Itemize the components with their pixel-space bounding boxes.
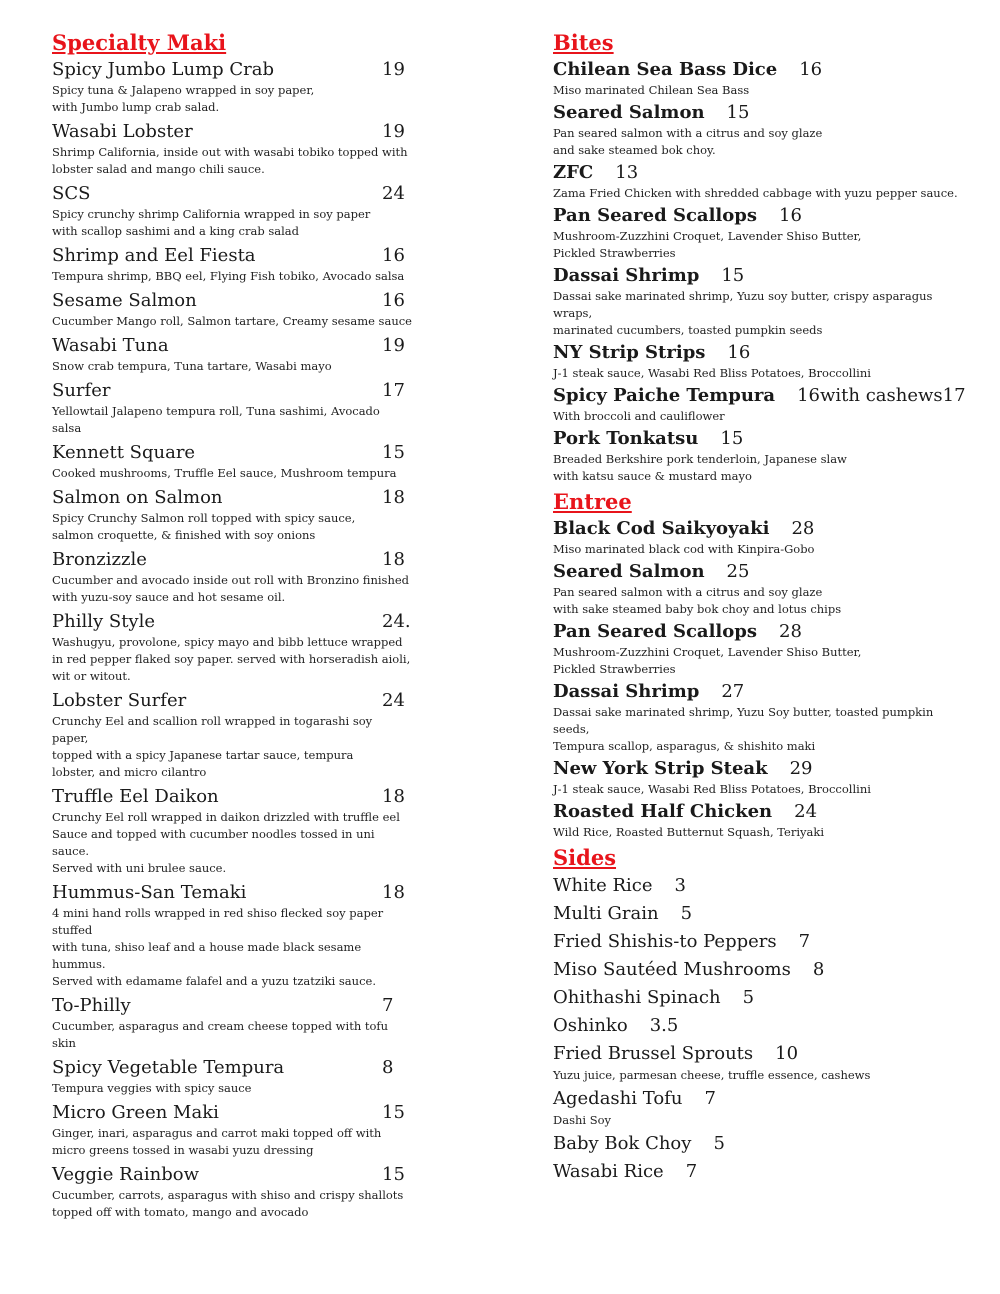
right-column — [553, 28, 973, 1187]
menu-item-price: 8 — [812, 959, 825, 980]
menu-item-name: Fried Brussel Sprouts — [553, 1043, 754, 1064]
menu-item-price: 18 — [382, 786, 405, 807]
menu-item-header — [553, 929, 973, 955]
menu-item-description: Dassai sake marinated shrimp, Yuzu soy butter, crispy asparagus wraps, marinated cucumbers, toasted pumpkin seeds — [553, 289, 933, 337]
menu-item-header — [553, 1131, 973, 1157]
menu-item-description: Yuzu juice, parmesan cheese, truffle essence, cashews — [553, 1068, 871, 1082]
menu-item-price: 13 — [615, 162, 639, 183]
menu-item-name: Pan Seared Scallops — [553, 205, 757, 226]
menu-item-description: Crunchy Eel roll wrapped in daikon drizzled with truffle eel Sauce and topped with cucumber noodles tossed in uni sauce. Served with uni brulee sauce. — [52, 810, 400, 875]
menu-item-description: With broccoli and cauliflower — [553, 409, 725, 423]
menu-item-name: Black Cod Saikyoyaki — [553, 518, 770, 539]
menu-item — [52, 334, 412, 375]
menu-item — [553, 161, 973, 202]
menu-item-header — [52, 1101, 412, 1125]
menu-item-price: 28 — [791, 518, 815, 539]
menu-item-description: Spicy crunchy shrimp California wrapped in soy paper with scallop sashimi and a king crab salad — [52, 207, 371, 238]
menu-item — [553, 384, 973, 425]
menu-item-name: Seared Salmon — [553, 561, 705, 582]
menu-item-price: 3.5 — [649, 1015, 679, 1036]
menu-item — [553, 1086, 973, 1129]
menu-item-name: Wasabi Rice — [553, 1161, 664, 1182]
menu-item-description: Pan seared salmon with a citrus and soy glaze and sake steamed bok choy. — [553, 126, 823, 157]
menu-item-name: To-Philly — [52, 995, 131, 1016]
menu-item — [553, 1159, 973, 1185]
menu-item-header — [553, 1159, 973, 1185]
menu-item-header — [52, 441, 412, 465]
menu-item-name: Dassai Shrimp — [553, 681, 700, 702]
menu-item-description: Cucumber and avocado inside out roll with Bronzino finished with yuzu-soy sauce and hot sesame oil. — [52, 573, 410, 604]
menu-item-description: Pan seared salmon with a citrus and soy glaze with sake steamed baby bok choy and lotus chips — [553, 585, 842, 616]
menu-item-price: 7 — [685, 1161, 698, 1182]
menu-item-name: Pork Tonkatsu — [553, 428, 699, 449]
menu-item-header — [553, 384, 973, 408]
menu-item — [553, 204, 973, 262]
menu-item-description: Ginger, inari, asparagus and carrot maki topped off with micro greens tossed in wasabi yuzu dressing — [52, 1126, 382, 1157]
menu-item-price: 29 — [789, 758, 813, 779]
menu-item-header — [52, 334, 412, 358]
menu-item — [553, 427, 973, 485]
menu-item — [52, 289, 412, 330]
menu-item-price: 5 — [742, 987, 755, 1008]
menu-item-header — [553, 1041, 973, 1067]
menu-item-description: J-1 steak sauce, Wasabi Red Bliss Potatoes, Broccollini — [553, 782, 871, 796]
menu-item-price: 16 — [779, 205, 802, 226]
menu-item-header — [52, 1163, 412, 1187]
menu-item-header — [553, 1086, 973, 1112]
menu-item-header — [52, 182, 412, 206]
menu-item-price: 18 — [382, 882, 405, 903]
menu-item-name: Agedashi Tofu — [553, 1088, 683, 1109]
section-title-specialty-maki: Specialty Maki — [52, 30, 227, 55]
menu-item-description: Breaded Berkshire pork tenderloin, Japanese slaw with katsu sauce & mustard mayo — [553, 452, 847, 483]
menu-item — [553, 757, 973, 798]
menu-item-header — [52, 379, 412, 403]
menu-item-description: Wild Rice, Roasted Butternut Squash, Teriyaki — [553, 825, 825, 839]
menu-item-name: Kennett Square — [52, 442, 196, 463]
specialty-maki-list — [52, 58, 412, 1221]
menu-item-price: 3 — [674, 875, 686, 896]
menu-item-name: Wasabi Tuna — [52, 335, 169, 356]
menu-item-name: Pan Seared Scallops — [553, 621, 757, 642]
menu-item-name: Micro Green Maki — [52, 1102, 219, 1123]
menu-item-header — [52, 486, 412, 510]
menu-item-description: Mushroom-Zuzzhini Croquet, Lavender Shiso Butter, Pickled Strawberries — [553, 229, 862, 260]
menu-item-name: ZFC — [553, 162, 594, 183]
menu-item-name: Veggie Rainbow — [52, 1164, 199, 1185]
menu-item-header — [553, 58, 973, 82]
menu-item-name: Miso Sautéed Mushrooms — [553, 959, 791, 980]
menu-item-header — [553, 901, 973, 927]
menu-item-name: Sesame Salmon — [52, 290, 197, 311]
menu-item — [52, 441, 412, 482]
menu-item — [52, 610, 412, 685]
menu-item-header — [553, 341, 973, 365]
menu-item-price: 16 — [382, 290, 405, 311]
section-title-entree: Entree — [553, 489, 632, 514]
menu-item-header — [553, 427, 973, 451]
menu-item — [553, 985, 973, 1011]
menu-item-price: 24 — [382, 183, 405, 204]
menu-item-price: 16 — [727, 342, 751, 363]
menu-item-header — [553, 985, 973, 1011]
menu-item-price: 19 — [382, 59, 405, 80]
menu-item-price: 27 — [721, 681, 745, 702]
menu-item-name: Oshinko — [553, 1015, 628, 1036]
menu-item-description: Miso marinated black cod with Kinpira-Gobo — [553, 542, 815, 556]
menu-item-description: Mushroom-Zuzzhini Croquet, Lavender Shiso Butter, Pickled Strawberries — [553, 645, 862, 676]
menu-item-price: 17 — [382, 380, 405, 401]
menu-item-description: Washugyu, provolone, spicy mayo and bibb lettuce wrapped in red pepper flaked soy paper. served with horseradish aioli, wit or witout. — [52, 635, 411, 683]
menu-item-description: Dassai sake marinated shrimp, Yuzu Soy butter, toasted pumpkin seeds, Tempura scallop, asparagus, & shishito maki — [553, 705, 934, 753]
menu-item-name: Roasted Half Chicken — [553, 801, 773, 822]
menu-item-price: 15 — [382, 442, 405, 463]
menu-item — [52, 689, 412, 781]
menu-item-price: 16 — [382, 245, 405, 266]
menu-item — [553, 560, 973, 618]
menu-item-price: 15 — [726, 102, 750, 123]
menu-item-header — [52, 120, 412, 144]
menu-item-name: Philly Style — [52, 611, 156, 632]
menu-item-price: 24 — [794, 801, 818, 822]
menu-item-name: Hummus-San Temaki — [52, 882, 247, 903]
menu-item-description: 4 mini hand rolls wrapped in red shiso flecked soy paper stuffed with tuna, shiso leaf and a house made black sesame hummus. Served with edamame falafel and a yuzu tzatziki sauce. — [52, 906, 384, 988]
menu-item-price: 28 — [779, 621, 802, 642]
menu-item-header — [553, 264, 973, 288]
menu-item-name: Spicy Jumbo Lump Crab — [52, 59, 275, 80]
menu-item-name: NY Strip Strips — [553, 342, 706, 363]
menu-item-name: Spicy Paiche Tempura — [553, 385, 776, 406]
menu-item-price: 24. — [382, 611, 411, 632]
menu-item-description: Spicy tuna & Jalapeno wrapped in soy paper, with Jumbo lump crab salad. — [52, 83, 315, 114]
menu-item — [52, 881, 412, 990]
menu-item-description: Miso marinated Chilean Sea Bass — [553, 83, 750, 97]
menu-item-name: Spicy Vegetable Tempura — [52, 1057, 285, 1078]
menu-item — [52, 58, 412, 116]
menu-item-price: 18 — [382, 549, 405, 570]
menu-item-header — [553, 204, 973, 228]
menu-item — [52, 486, 412, 544]
menu-item-description: Tempura shrimp, BBQ eel, Flying Fish tobiko, Avocado salsa — [52, 269, 405, 283]
menu-item-header — [52, 1056, 412, 1080]
menu-item-price: 8 — [382, 1057, 394, 1078]
menu-item-name: SCS — [52, 183, 91, 204]
menu-item-description: Spicy Crunchy Salmon roll topped with spicy sauce, salmon croquette, & finished with soy onions — [52, 511, 356, 542]
menu-item — [52, 182, 412, 240]
menu-item-header — [553, 620, 973, 644]
menu-item-description: Cucumber Mango roll, Salmon tartare, Creamy sesame sauce — [52, 314, 412, 328]
menu-item-price: 5 — [713, 1133, 725, 1154]
menu-item-description: Shrimp California, inside out with wasabi tobiko topped with lobster salad and mango chili sauce. — [52, 145, 408, 176]
bites-list — [553, 58, 973, 485]
menu-item-header — [52, 548, 412, 572]
menu-item-name: Truffle Eel Daikon — [52, 786, 219, 807]
menu-item — [52, 379, 412, 437]
menu-item-price: 15 — [382, 1164, 405, 1185]
menu-item-name: Salmon on Salmon — [52, 487, 223, 508]
menu-item — [553, 680, 973, 755]
menu-item-price: 15 — [721, 265, 745, 286]
menu-item-description: Zama Fried Chicken with shredded cabbage with yuzu pepper sauce. — [553, 186, 958, 200]
menu-item-name: Lobster Surfer — [52, 690, 187, 711]
menu-item-name: Baby Bok Choy — [553, 1133, 692, 1154]
menu-item — [553, 517, 973, 558]
menu-item-price: 19 — [382, 335, 405, 356]
menu-item — [553, 1131, 973, 1157]
menu-item-price: 15 — [382, 1102, 405, 1123]
menu-item — [553, 901, 973, 927]
menu-item-header — [52, 994, 412, 1018]
menu-item-description: J-1 steak sauce, Wasabi Red Bliss Potatoes, Broccollini — [553, 366, 871, 380]
menu-item-header — [553, 873, 973, 899]
menu-item-price: 7 — [798, 931, 811, 952]
left-column — [52, 28, 412, 1225]
menu-item — [52, 1163, 412, 1221]
menu-item-description: Cucumber, asparagus and cream cheese topped with tofu skin — [52, 1019, 389, 1050]
menu-item-price: 15 — [720, 428, 744, 449]
menu-item-header — [52, 689, 412, 713]
menu-item-header — [553, 1013, 973, 1039]
menu-item-price: 10 — [775, 1043, 799, 1064]
menu-item-description: Cooked mushrooms, Truffle Eel sauce, Mushroom tempura — [52, 466, 397, 480]
menu-item — [52, 994, 412, 1052]
menu-item-name: New York Strip Steak — [553, 758, 768, 779]
menu-item-name: Dassai Shrimp — [553, 265, 700, 286]
menu-item-name: Chilean Sea Bass Dice — [553, 59, 778, 80]
menu-item-price: 7 — [704, 1088, 716, 1109]
menu-item-header — [553, 517, 973, 541]
menu-item-description: Cucumber, carrots, asparagus with shiso and crispy shallots topped off with tomato, mango and avocado — [52, 1188, 404, 1219]
menu-item-description: Tempura veggies with spicy sauce — [52, 1081, 252, 1095]
menu-item — [52, 548, 412, 606]
sides-list — [553, 873, 973, 1185]
menu-item-header — [553, 161, 973, 185]
menu-item — [553, 58, 973, 99]
menu-item — [553, 1013, 973, 1039]
menu-item-description: Snow crab tempura, Tuna tartare, Wasabi mayo — [52, 359, 332, 373]
menu-item — [553, 101, 973, 159]
menu-item-header — [52, 881, 412, 905]
menu-item-header — [553, 560, 973, 584]
menu-item — [553, 957, 973, 983]
menu-item — [52, 1056, 412, 1097]
menu-item-header — [52, 244, 412, 268]
menu-item — [553, 873, 973, 899]
menu-item-header — [553, 101, 973, 125]
menu-item — [52, 244, 412, 285]
menu-item-header — [553, 757, 973, 781]
menu-item-name: Multi Grain — [553, 903, 659, 924]
menu-item-name: Bronzizzle — [52, 549, 147, 570]
menu-item-header — [52, 610, 412, 634]
menu-item-header — [52, 58, 412, 82]
menu-item — [553, 1041, 973, 1084]
menu-item-name: Seared Salmon — [553, 102, 705, 123]
menu-item-description: Crunchy Eel and scallion roll wrapped in togarashi soy paper, topped with a spicy Japanese tartar sauce, tempura lobster, and micro cilantro — [52, 714, 373, 779]
menu-item-price: 18 — [382, 487, 405, 508]
menu-item-price: 7 — [382, 995, 394, 1016]
menu-item-header — [553, 680, 973, 704]
menu-item-name: Shrimp and Eel Fiesta — [52, 245, 256, 266]
menu-item-price: 25 — [726, 561, 750, 582]
menu-item-name: Fried Shishis-to Peppers — [553, 931, 777, 952]
menu-item-price: 16with cashews17 — [797, 385, 966, 406]
section-title-bites: Bites — [553, 30, 614, 55]
menu-item-price: 5 — [680, 903, 693, 924]
menu-item — [553, 929, 973, 955]
menu-item — [52, 785, 412, 877]
section-title-sides: Sides — [553, 845, 617, 870]
menu-item — [553, 264, 973, 339]
menu-item-name: Surfer — [52, 380, 111, 401]
menu-item-header — [553, 800, 973, 824]
menu-item-price: 16 — [799, 59, 823, 80]
menu-item-name: Wasabi Lobster — [52, 121, 193, 142]
menu-item-description: Dashi Soy — [553, 1113, 612, 1127]
entree-list — [553, 517, 973, 841]
menu-item-name: Ohithashi Spinach — [553, 987, 721, 1008]
menu-item-header — [52, 289, 412, 313]
menu-item — [52, 120, 412, 178]
menu-item-price: 19 — [382, 121, 405, 142]
menu-item-description: Yellowtail Jalapeno tempura roll, Tuna sashimi, Avocado salsa — [52, 404, 380, 435]
menu-item — [52, 1101, 412, 1159]
menu-item-header — [52, 785, 412, 809]
menu-item — [553, 341, 973, 382]
menu-item — [553, 800, 973, 841]
menu-item-name: White Rice — [553, 875, 653, 896]
menu-item — [553, 620, 973, 678]
menu-item-header — [553, 957, 973, 983]
menu-item-price: 24 — [382, 690, 405, 711]
